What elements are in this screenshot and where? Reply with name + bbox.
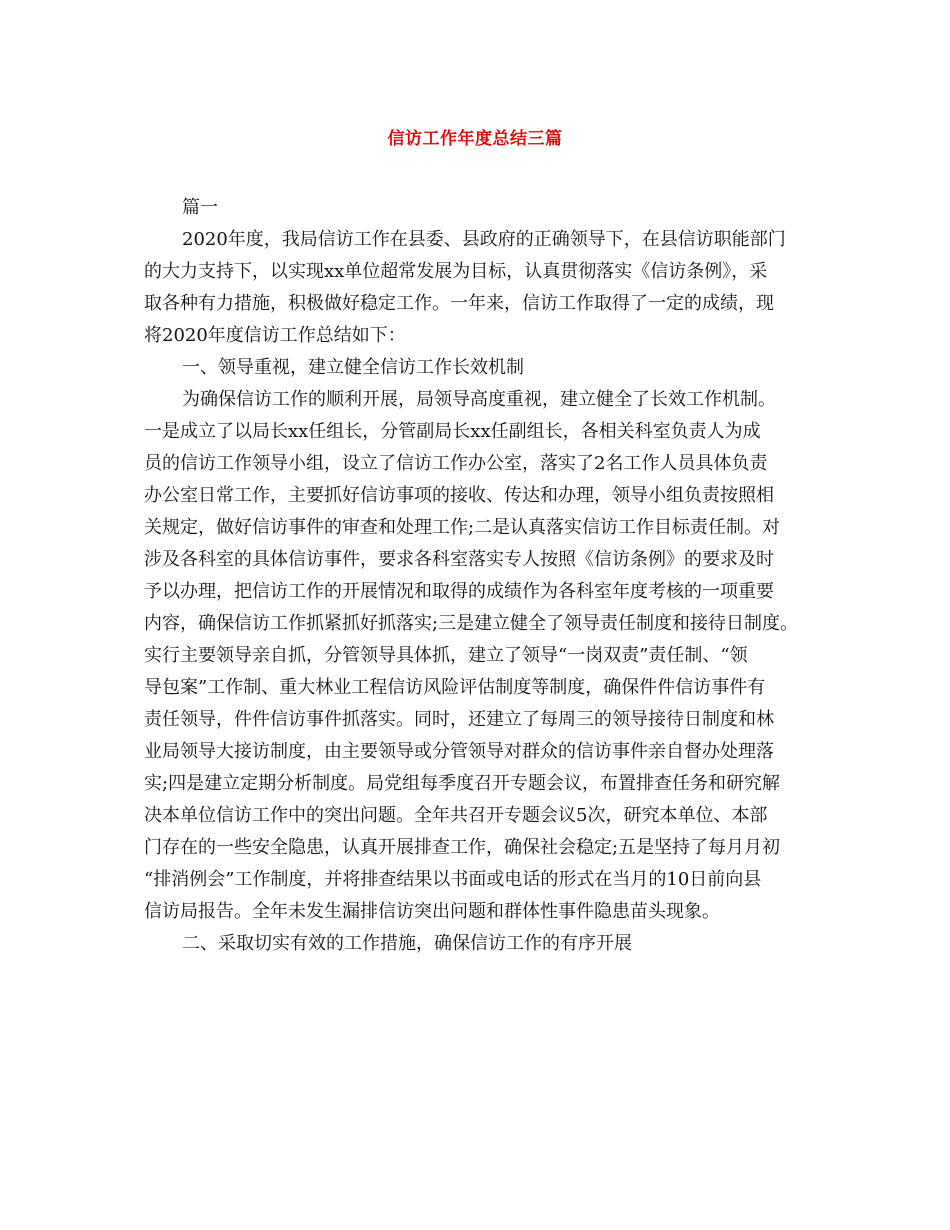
document-title: 信访工作年度总结三篇 bbox=[387, 129, 563, 149]
paragraph-line: 门存在的一些安全隐患，认真开展排查工作，确保社会稳定;五是坚持了每月月初 bbox=[144, 837, 781, 858]
paragraph-line: 实行主要领导亲自抓，分管领导具体抓，建立了领导“一岗双责”责任制、“领 bbox=[144, 645, 748, 666]
paragraph-line: 2020年度，我局信访工作在县委、县政府的正确领导下，在县信访职能部门 bbox=[182, 229, 786, 250]
paragraph-line: 决本单位信访工作中的突出问题。全年共召开专题会议5次，研究本单位、本部 bbox=[144, 805, 768, 826]
paragraph-line: 责任领导，件件信访事件抓落实。同时，还建立了每周三的领导接待日制度和林 bbox=[144, 709, 774, 730]
paragraph-line: 员的信访工作领导小组，设立了信访工作办公室，落实了2名工作人员具体负责 bbox=[144, 453, 768, 474]
paragraph-line: 办公室日常工作，主要抓好信访事项的接收、传达和办理，领导小组负责按照相 bbox=[144, 485, 774, 506]
paragraph-line: 为确保信访工作的顺利开展，局领导高度重视，建立健全了长效工作机制。 bbox=[182, 389, 776, 410]
paragraph-line: 导包案”工作制、重大林业工程信访风险评估制度等制度，确保件件信访事件有 bbox=[144, 677, 766, 698]
paragraph-line: 关规定，做好信访事件的审查和处理工作;二是认真落实信访工作目标责任制。对 bbox=[144, 517, 781, 538]
paragraph-line: 二、采取切实有效的工作措施，确保信访工作的有序开展 bbox=[182, 933, 632, 954]
paragraph-line: 实;四是建立定期分析制度。局党组每季度召开专题会议，布置排查任务和研究解 bbox=[144, 773, 781, 794]
paragraph-line: 涉及各科室的具体信访事件，要求各科室落实专人按照《信访条例》的要求及时 bbox=[144, 549, 774, 570]
paragraph-line: 信访局报告。全年未发生漏排信访突出问题和群体性事件隐患苗头现象。 bbox=[144, 901, 720, 922]
document-body bbox=[144, 192, 824, 960]
paragraph-line: 篇一 bbox=[182, 197, 218, 218]
paragraph-line: 将2020年度信访工作总结如下： bbox=[144, 325, 406, 346]
paragraph-line: 一是成立了以局长xx任组长，分管副局长xx任副组长，各相关科室负责人为成 bbox=[144, 421, 761, 442]
paragraph-line: 的大力支持下，以实现xx单位超常发展为目标，认真贯彻落实《信访条例》，采 bbox=[144, 261, 768, 282]
paragraph-line: “排消例会”工作制度，并将排查结果以书面或电话的形式在当月的10日前向县 bbox=[144, 869, 762, 890]
paragraph-line: 取各种有力措施，积极做好稳定工作。一年来，信访工作取得了一定的成绩，现 bbox=[144, 293, 774, 314]
paragraph-line: 一、领导重视，建立健全信访工作长效机制 bbox=[182, 357, 524, 378]
paragraph-line: 予以办理，把信访工作的开展情况和取得的成绩作为各科室年度考核的一项重要 bbox=[144, 581, 774, 602]
paragraph-line: 内容，确保信访工作抓紧抓好抓落实;三是建立健全了领导责任制度和接待日制度。 bbox=[144, 613, 799, 634]
paragraph-line: 业局领导大接访制度，由主要领导或分管领导对群众的信访事件亲自督办处理落 bbox=[144, 741, 774, 762]
